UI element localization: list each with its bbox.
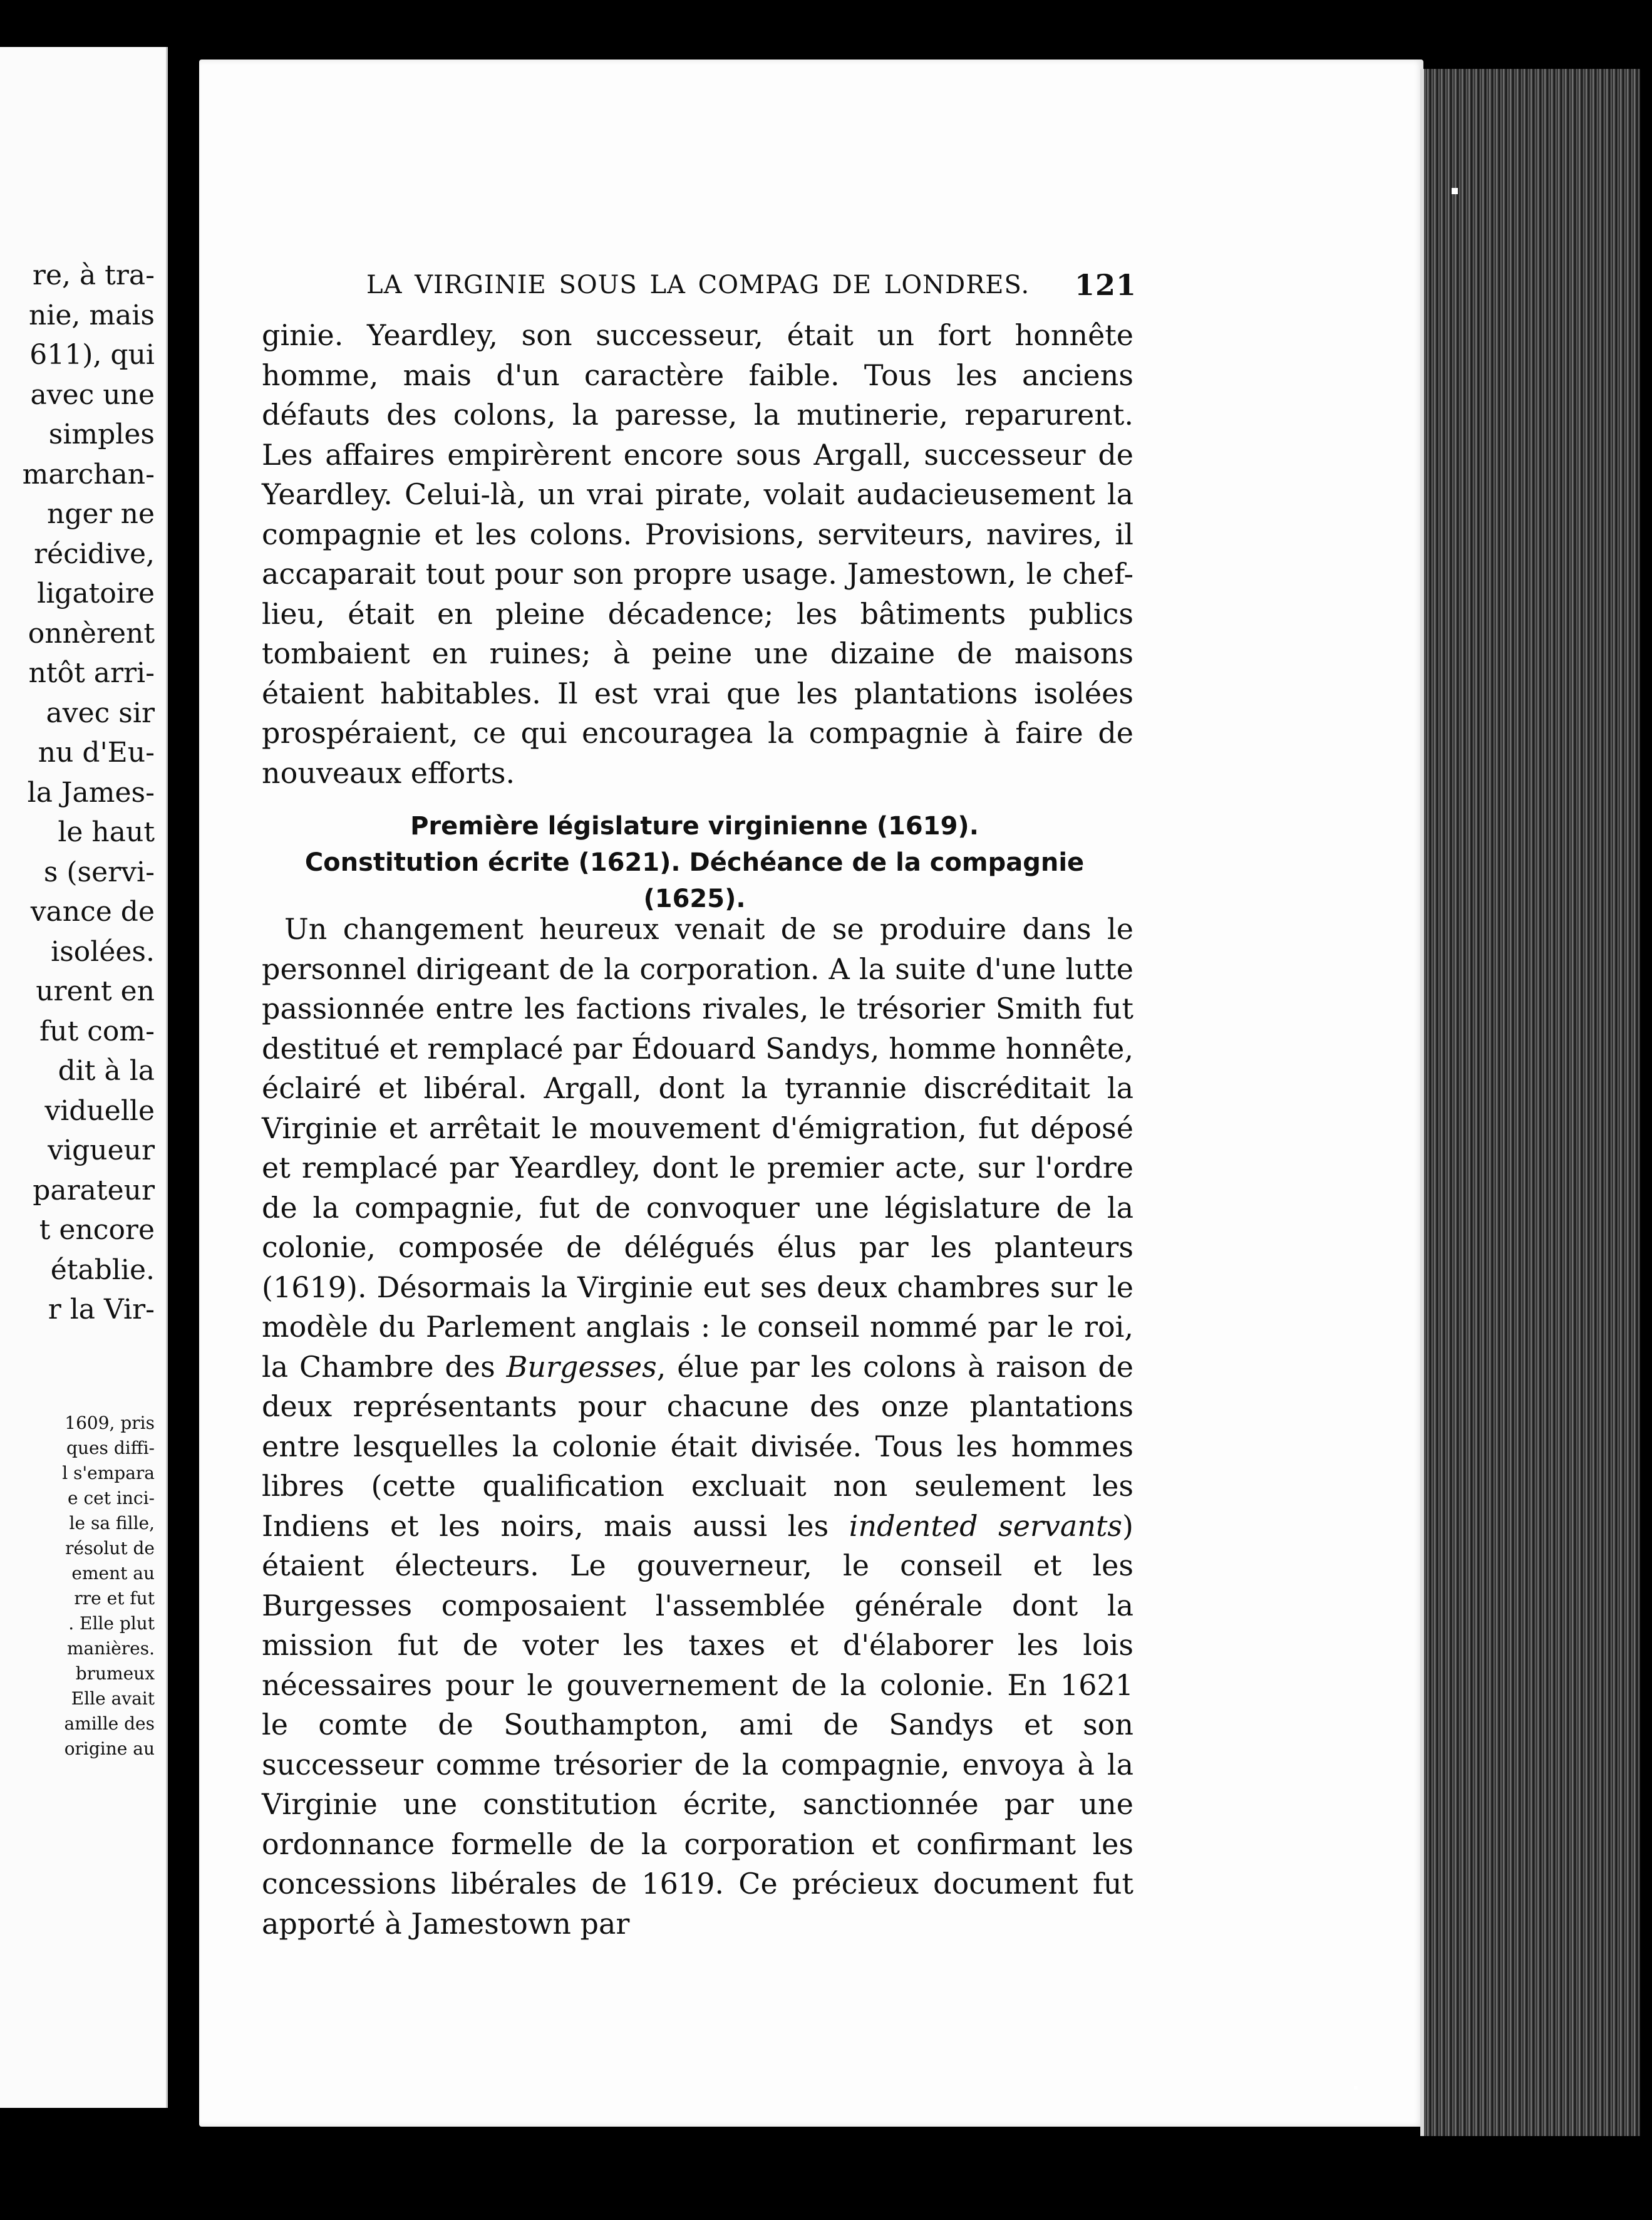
left-page-line: s (servi- (43, 856, 155, 888)
scan-speck (1354, 2086, 1358, 2090)
left-page-footnote-line: l s'empara (62, 1463, 155, 1483)
left-page-footnote-line: ement au (71, 1563, 155, 1584)
left-page-line: récidive, (34, 537, 155, 570)
left-page-line: ntôt arri- (28, 657, 155, 689)
paragraph-2 (262, 910, 1133, 1944)
paragraph-2-part-2: , élue par les colons à raison de deux représentants pour chacune des onze plantations entre lesquelles la colonie était divisée. Tous les hommes libres (cette qualification excluait non seulement les Indiens et les noirs, mais aussi les (262, 1349, 1134, 1543)
left-page-footnote-line: brumeux (75, 1663, 155, 1684)
left-page-footnote-line: origine au (64, 1738, 155, 1759)
section-heading-line-1: Première législature virginienne (1619). (410, 812, 979, 841)
left-page-line: onnèrent (28, 617, 155, 650)
left-page-line: viduelle (44, 1094, 155, 1127)
left-page-line: établie. (50, 1253, 155, 1286)
section-heading (256, 808, 1133, 917)
left-page-footnote-line: le sa fille, (69, 1513, 155, 1533)
page-header (366, 268, 1137, 308)
left-page-line: marchan- (22, 458, 155, 490)
left-page-footnote-line: rre et fut (74, 1588, 155, 1609)
left-facing-page (0, 47, 168, 2108)
scan-speck (1452, 188, 1458, 194)
left-page-footnote-line: e cet inci- (68, 1488, 155, 1508)
paragraph-2-part-1: Un changement heureux venait de se produire dans le personnel dirigeant de la corporation. A la suite d'une lutte passionnée entre les factions rivales, le trésorier Smith fut destitué et remplacé par Édouard Sandys, homme honnête, éclairé et libéral. Argall, dont la tyrannie discréditait la Virginie et arrêtait le mouvement d'émigration, fut déposé et remplacé par Yeardley, dont le premier acte, sur l'ordre de la compagnie, fut de convoquer une législature de la colonie, composée de délégués élus par les planteurs (1619). Désormais la Virginie eut ses deux chambres sur le modèle du Parlement anglais : le conseil nommé par le roi, la Chambre des (262, 912, 1133, 1384)
left-page-line: urent en (36, 975, 155, 1007)
left-page-line: nger ne (47, 498, 155, 530)
left-page-line: parateur (33, 1174, 155, 1206)
left-page-line: avec sir (46, 697, 155, 729)
page-number: 121 (1074, 268, 1137, 302)
left-page-footnote-line: résolut de (65, 1538, 155, 1559)
left-page-line: nie, mais (28, 299, 155, 331)
left-page-line: simples (48, 418, 155, 450)
left-page-line: nu d'Eu- (38, 737, 155, 769)
left-page-line: 611), qui (29, 339, 155, 371)
left-page-line: re, à tra- (32, 259, 155, 291)
paragraph-1: ginie. Yeardley, son successeur, était un fort honnête homme, mais d'un caractère faible. Tous les anciens défauts des colons, la paresse, la mutinerie, reparurent. Les affaires empirèrent encore sous Argall, successeur de Yeardley. Celui-là, un vrai pirate, volait audacieusement la compagnie et les colons. Provisions, serviteurs, navires, il accaparait tout pour son propre usage. Jamestown, le chef-lieu, était en pleine décadence; les bâtiments publics tombaient en ruines; à peine une dizaine de maisons étaient habitables. Il est vrai que les plantations isolées prospéraient, ce qui encouragea la compagnie à faire de nouveaux efforts. (262, 318, 1133, 790)
left-page-footnote-line: manières. (66, 1638, 155, 1659)
paragraph-2-part-3: ) étaient électeurs. Le gouverneur, le conseil et les Burgesses composaient l'assemblée générale dont la mission fut de voter les taxes et d'élaborer les lois nécessaires pour le gouvernement de la colonie. En 1621 le comte de Southampton, ami de Sandys et son successeur comme trésorier de la compagnie, envoya à la Virginie une constitution écrite, sanctionnée par une ordonnance formelle de la corporation et confirmant les concessions libérales de 1619. Ce précieux document fut apporté à Jamestown par (262, 1508, 1133, 1941)
section-heading-line-2: Constitution écrite (1621). Déchéance de la compagnie (1625). (304, 848, 1085, 913)
left-page-line: vance de (30, 896, 155, 928)
left-page-footnote-line: Elle avait (71, 1688, 155, 1709)
left-page-line: ligatoire (37, 578, 155, 609)
left-page-line: dit à la (58, 1055, 155, 1087)
left-page-line: le haut (58, 816, 155, 848)
italic-indented-servants: indented servants (849, 1508, 1123, 1543)
left-page-line: vigueur (48, 1134, 155, 1166)
left-page-line: t encore (39, 1214, 155, 1246)
left-page-line: fut com- (39, 1015, 155, 1047)
left-page-line: avec une (30, 378, 155, 411)
left-page-line: isolées. (51, 935, 155, 968)
left-page-footnote-line: amille des (64, 1713, 155, 1734)
left-page-footnote-line: ques diffi- (66, 1438, 155, 1458)
running-head: LA VIRGINIE SOUS LA COMPAG DE LONDRES. (366, 271, 1030, 299)
left-page-line: la James- (27, 776, 155, 809)
book-edge (1420, 69, 1640, 2136)
left-page-footnote-line: . Elle plut (68, 1613, 155, 1634)
left-page-footnote-line: 1609, pris (65, 1413, 155, 1433)
italic-burgesses: Burgesses (506, 1349, 657, 1384)
left-page-line: r la Vir- (48, 1294, 155, 1325)
